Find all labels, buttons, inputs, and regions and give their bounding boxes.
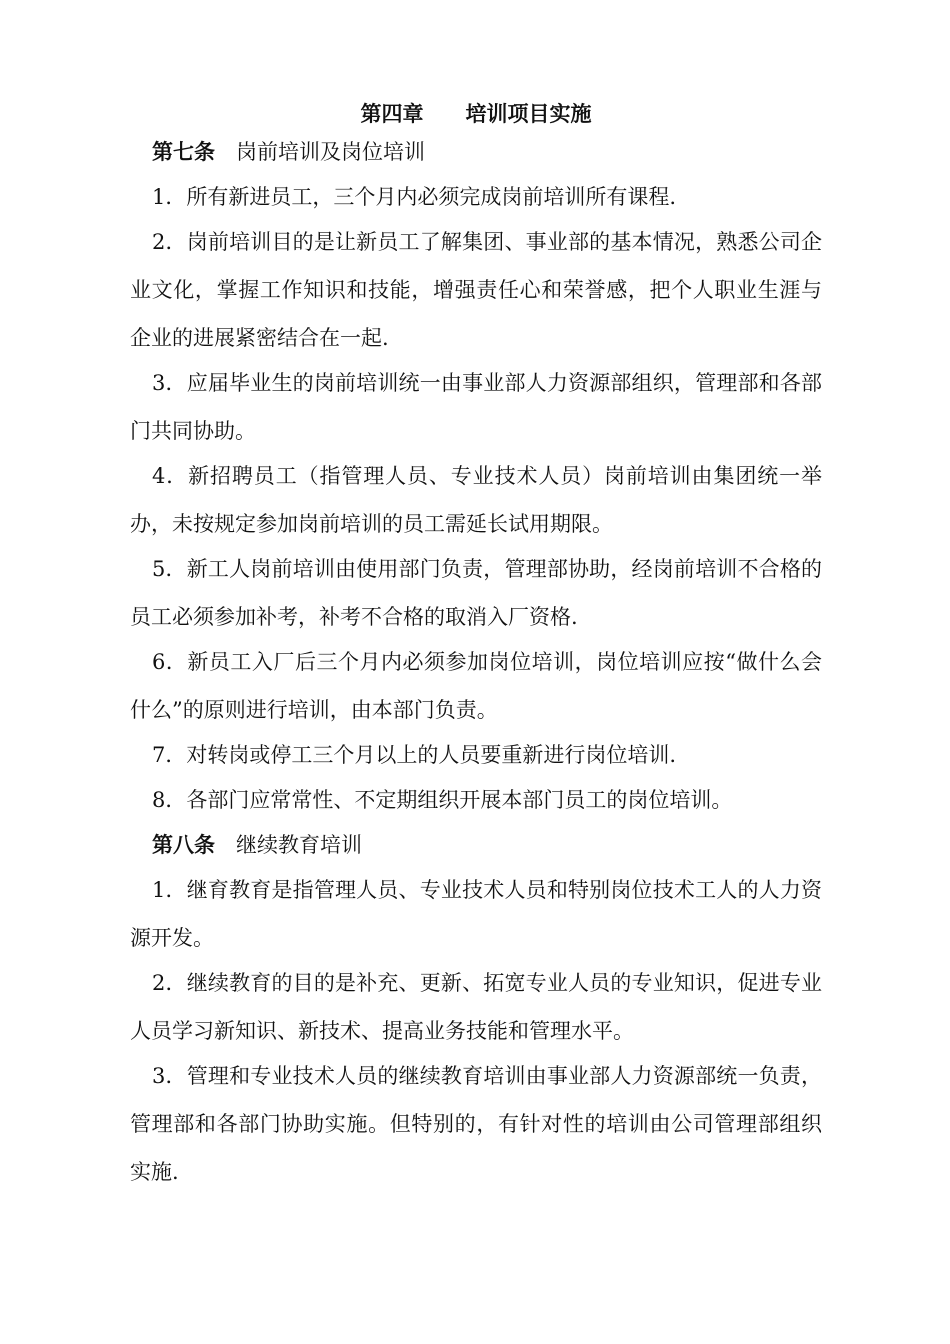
article-7-item-4: 4．新招聘员工（指管理人员、专业技术人员）岗前培训由集团统一举办，未按规定参加岗前培训的员工需延长试用期限。 (130, 464, 822, 536)
article-7-number: 第七条 (152, 139, 215, 164)
article-8-item-1: 1．继育教育是指管理人员、专业技术人员和特别岗位技术工人的人力资源开发。 (130, 878, 822, 950)
article-8-item-3: 3．管理和专业技术人员的继续教育培训由事业部人力资源部统一负责，管理部和各部门协助实施。但特别的，有针对性的培训由公司管理部组织实施. (130, 1064, 822, 1184)
chapter-title: 第四章 培训项目实施 (360, 101, 592, 126)
article-7-item-8: 8．各部门应常常性、不定期组织开展本部门员工的岗位培训。 (152, 788, 733, 812)
article-8-item-2: 2．继续教育的目的是补充、更新、拓宽专业人员的专业知识，促进专业人员学习新知识、新技术、提高业务技能和管理水平。 (130, 971, 822, 1043)
article-7-item-3: 3．应届毕业生的岗前培训统一由事业部人力资源部组织，管理部和各部门共同协助。 (130, 371, 822, 443)
document-page (130, 98, 822, 1201)
article-8-number: 第八条 (152, 832, 215, 857)
article-7-item-6: 6．新员工入厂后三个月内必须参加岗位培训，岗位培训应按“做什么会什么”的原则进行培训，由本部门负责。 (130, 650, 822, 722)
article-8-heading (130, 829, 822, 861)
article-7-item-5: 5．新工人岗前培训由使用部门负责，管理部协助，经岗前培训不合格的员工必须参加补考，补考不合格的取消入厂资格. (130, 557, 822, 629)
article-7-item-1: 1．所有新进员工，三个月内必须完成岗前培训所有课程. (152, 185, 677, 209)
article-7-heading (130, 136, 822, 168)
article-7-item-7: 7．对转岗或停工三个月以上的人员要重新进行岗位培训. (152, 743, 677, 767)
article-7-title: 岗前培训及岗位培训 (236, 140, 425, 164)
article-8-title: 继续教育培训 (236, 833, 362, 857)
article-7-item-2: 2．岗前培训目的是让新员工了解集团、事业部的基本情况，熟悉公司企业文化，掌握工作知识和技能，增强责任心和荣誉感，把个人职业生涯与企业的进展紧密结合在一起. (130, 230, 822, 350)
